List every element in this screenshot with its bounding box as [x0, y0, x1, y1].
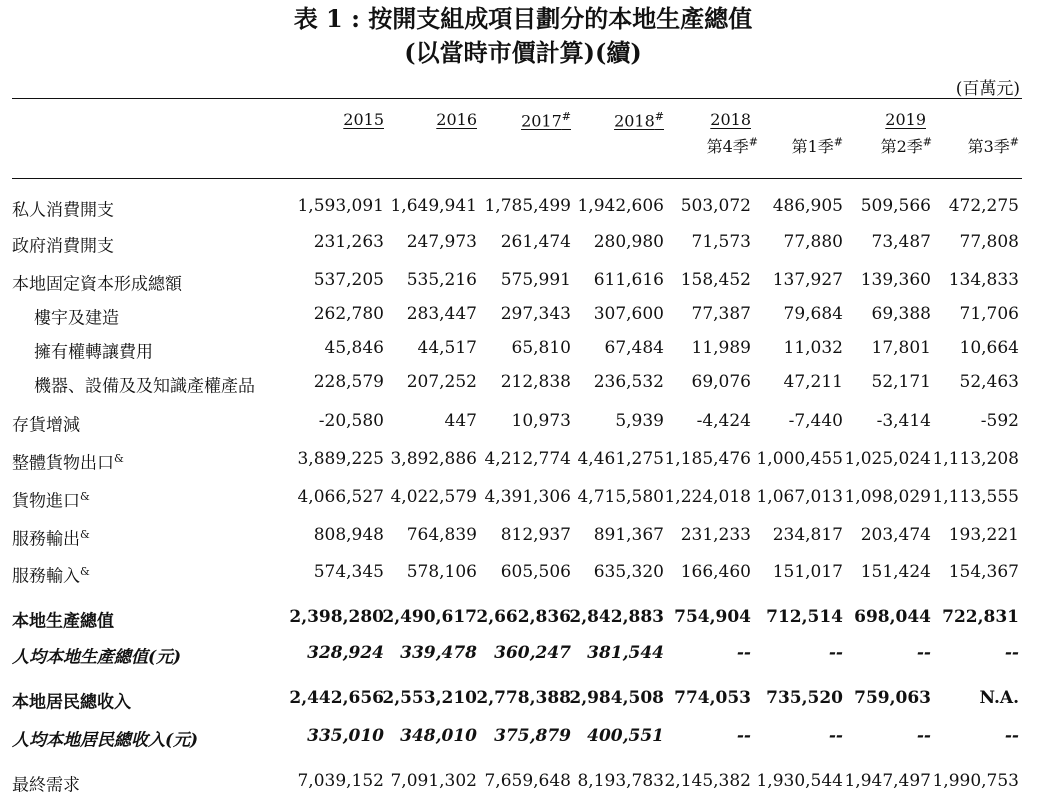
- unit-label: (百萬元): [955, 79, 1020, 99]
- cell-2017: 2,778,388: [476, 688, 571, 708]
- cell-2015: 3,889,225: [297, 449, 384, 469]
- cell-2019-q1: -7,440: [788, 411, 843, 431]
- cell-2019-q2: 1,947,497: [844, 771, 931, 791]
- cell-2015: 228,579: [313, 372, 384, 392]
- cell-2019-q1: 234,817: [772, 525, 843, 545]
- cell-2018: 236,532: [593, 372, 664, 392]
- cell-2019-q2: 73,487: [871, 232, 931, 252]
- cell-2017: 65,810: [511, 338, 571, 358]
- cell-2018-q4: 774,053: [674, 688, 751, 708]
- cell-2017: 575,991: [500, 270, 571, 290]
- cell-2019-q1: --: [828, 726, 843, 746]
- cell-2015: 7,039,152: [297, 771, 384, 791]
- cell-2019-q2: 151,424: [860, 562, 931, 582]
- cell-2016: 339,478: [400, 643, 477, 663]
- cell-2015: 262,780: [313, 304, 384, 324]
- cell-2019-q2: 1,098,029: [844, 487, 931, 507]
- header-2017: 2017#: [521, 110, 571, 131]
- cell-2016: 578,106: [406, 562, 477, 582]
- cell-2017: 2,662,836: [476, 607, 571, 627]
- cell-2016: 283,447: [406, 304, 477, 324]
- table-row-gdp: [12, 604, 1034, 630]
- cell-2019-q3: 77,808: [959, 232, 1019, 252]
- cell-2016: 3,892,886: [390, 449, 477, 469]
- table-row: [12, 522, 1034, 548]
- cell-2015: 574,345: [313, 562, 384, 582]
- cell-2019-q1: 11,032: [783, 338, 843, 358]
- cell-2019-q3: 1,113,208: [932, 449, 1019, 469]
- cell-2017: 4,391,306: [484, 487, 571, 507]
- cell-2019-q2: 17,801: [871, 338, 931, 358]
- cell-2019-q1: 1,930,544: [756, 771, 843, 791]
- cell-2018: 635,320: [593, 562, 664, 582]
- cell-2016: 207,252: [406, 372, 477, 392]
- cell-2019-q2: --: [916, 726, 931, 746]
- header-2015: 2015: [343, 110, 384, 129]
- cell-2018: 891,367: [593, 525, 664, 545]
- cell-2019-q3: 71,706: [959, 304, 1019, 324]
- cell-2016: 764,839: [406, 525, 477, 545]
- cell-2015: 328,924: [307, 643, 384, 663]
- table-row-per-capita-gdp: [12, 640, 1034, 666]
- header-2016: 2016: [436, 110, 477, 129]
- cell-2019-q1: 151,017: [772, 562, 843, 582]
- cell-2019-q3: 1,113,555: [932, 487, 1019, 507]
- cell-2018: 4,715,580: [577, 487, 664, 507]
- table-title: 表 1 : 按開支組成項目劃分的本地生產總值: [293, 4, 753, 33]
- cell-2018-q4: --: [736, 643, 751, 663]
- cell-2018-q4: 754,904: [674, 607, 751, 627]
- cell-2019-q3: 193,221: [948, 525, 1019, 545]
- row-label: 擁有權轉讓費用: [34, 342, 153, 363]
- cell-2019-q2: 69,388: [871, 304, 931, 324]
- cell-2018-q4: 503,072: [680, 196, 751, 216]
- table-subtitle: (以當時市價計算)(續): [404, 38, 642, 67]
- top-rule: [12, 98, 1022, 99]
- cell-2019-q3: 10,664: [959, 338, 1019, 358]
- row-label: 私人消費開支: [12, 200, 114, 221]
- cell-2017: 7,659,648: [484, 771, 571, 791]
- cell-2019-q3: 722,831: [942, 607, 1019, 627]
- cell-2015: 45,846: [324, 338, 384, 358]
- cell-2016: 2,553,210: [382, 688, 477, 708]
- table-row: [12, 301, 1034, 327]
- header-2018-quarter-year: 2018: [710, 110, 751, 129]
- row-label: 最終需求: [12, 775, 80, 796]
- cell-2018: 381,544: [587, 643, 664, 663]
- cell-2015: -20,580: [318, 411, 384, 431]
- cell-2019-q2: 698,044: [854, 607, 931, 627]
- table-row: [12, 193, 1034, 219]
- cell-2019-q2: 139,360: [860, 270, 931, 290]
- cell-2016: 348,010: [400, 726, 477, 746]
- cell-2018-q4: 166,460: [680, 562, 751, 582]
- row-label: 本地固定資本形成總額: [12, 274, 182, 295]
- cell-2016: 7,091,302: [390, 771, 477, 791]
- cell-2018-q4: 71,573: [691, 232, 751, 252]
- row-label: 政府消費開支: [12, 236, 114, 257]
- cell-2015: 4,066,527: [297, 487, 384, 507]
- cell-2018: 307,600: [593, 304, 664, 324]
- cell-2015: 2,442,656: [289, 688, 384, 708]
- cell-2018-q4: 69,076: [691, 372, 751, 392]
- cell-2019-q3: 472,275: [948, 196, 1019, 216]
- cell-2018: 611,616: [593, 270, 664, 290]
- row-label: 機器、設備及及知識產權產品: [34, 376, 255, 397]
- header-2019-q2: 第2季#: [880, 135, 932, 156]
- cell-2019-q2: 52,171: [871, 372, 931, 392]
- cell-2018: 1,942,606: [577, 196, 664, 216]
- row-label: 存貨增減: [12, 415, 80, 436]
- table-row: [12, 267, 1034, 293]
- cell-2015: 537,205: [313, 270, 384, 290]
- header-2018-q4: 第4季#: [706, 135, 758, 156]
- cell-2018-q4: 231,233: [680, 525, 751, 545]
- cell-2017: 10,973: [511, 411, 571, 431]
- cell-2017: 212,838: [500, 372, 571, 392]
- cell-2019-q3: N.A.: [979, 688, 1019, 708]
- row-label: 整體貨物出口&: [12, 452, 124, 474]
- cell-2015: 1,593,091: [297, 196, 384, 216]
- cell-2016: 4,022,579: [390, 487, 477, 507]
- cell-2018-q4: -4,424: [696, 411, 751, 431]
- cell-2017: 1,785,499: [484, 196, 571, 216]
- header-rule: [12, 178, 1022, 179]
- cell-2015: 808,948: [313, 525, 384, 545]
- cell-2017: 261,474: [500, 232, 571, 252]
- cell-2018-q4: --: [736, 726, 751, 746]
- row-label: 樓宇及建造: [34, 308, 119, 329]
- cell-2018-q4: 1,224,018: [664, 487, 751, 507]
- cell-2015: 231,263: [313, 232, 384, 252]
- cell-2018: 5,939: [615, 411, 664, 431]
- table-row: [12, 408, 1034, 434]
- row-label: 服務輸出&: [12, 528, 90, 550]
- cell-2018-q4: 2,145,382: [664, 771, 751, 791]
- table-row: [12, 335, 1034, 361]
- cell-2018: 2,842,883: [569, 607, 664, 627]
- cell-2019-q1: 712,514: [766, 607, 843, 627]
- cell-2017: 360,247: [494, 643, 571, 663]
- cell-2016: 247,973: [406, 232, 477, 252]
- cell-2019-q3: 52,463: [959, 372, 1019, 392]
- cell-2018-q4: 77,387: [691, 304, 751, 324]
- cell-2019-q3: 154,367: [948, 562, 1019, 582]
- cell-2018: 2,984,508: [569, 688, 664, 708]
- row-label: 人均本地生產總值(元): [12, 647, 182, 668]
- cell-2017: 297,343: [500, 304, 571, 324]
- cell-2019-q1: 79,684: [783, 304, 843, 324]
- cell-2015: 335,010: [307, 726, 384, 746]
- cell-2017: 812,937: [500, 525, 571, 545]
- table-row: [12, 369, 1034, 395]
- table-row: [12, 446, 1034, 472]
- row-label: 服務輸入&: [12, 565, 90, 587]
- cell-2019-q2: 203,474: [860, 525, 931, 545]
- cell-2019-q3: 1,990,753: [932, 771, 1019, 791]
- table-row: [12, 559, 1034, 585]
- cell-2019-q1: 735,520: [766, 688, 843, 708]
- row-label: 人均本地居民總收入(元): [12, 730, 199, 751]
- cell-2016: 535,216: [406, 270, 477, 290]
- header-2018: 2018#: [614, 110, 664, 131]
- cell-2018: 4,461,275: [577, 449, 664, 469]
- row-label: 貨物進口&: [12, 490, 90, 512]
- header-2019-q3: 第3季#: [967, 135, 1019, 156]
- cell-2019-q2: --: [916, 643, 931, 663]
- cell-2016: 447: [444, 411, 477, 431]
- cell-2019-q1: 1,067,013: [756, 487, 843, 507]
- table-row-gni: [12, 685, 1034, 711]
- cell-2019-q3: --: [1004, 643, 1019, 663]
- cell-2019-q1: --: [828, 643, 843, 663]
- cell-2019-q1: 486,905: [772, 196, 843, 216]
- cell-2015: 2,398,280: [289, 607, 384, 627]
- cell-2019-q3: -592: [980, 411, 1019, 431]
- cell-2019-q1: 137,927: [772, 270, 843, 290]
- cell-2018: 8,193,783: [577, 771, 664, 791]
- cell-2017: 4,212,774: [484, 449, 571, 469]
- cell-2019-q1: 77,880: [783, 232, 843, 252]
- header-2019-quarter-year: 2019: [885, 110, 926, 129]
- cell-2019-q2: 509,566: [860, 196, 931, 216]
- cell-2018-q4: 11,989: [691, 338, 751, 358]
- row-label: 本地生產總值: [12, 611, 114, 632]
- cell-2016: 1,649,941: [390, 196, 477, 216]
- cell-2018: 67,484: [604, 338, 664, 358]
- cell-2019-q1: 47,211: [783, 372, 843, 392]
- cell-2018: 400,551: [587, 726, 664, 746]
- cell-2019-q2: 1,025,024: [844, 449, 931, 469]
- cell-2019-q1: 1,000,455: [756, 449, 843, 469]
- cell-2017: 605,506: [500, 562, 571, 582]
- row-label: 本地居民總收入: [12, 692, 131, 713]
- cell-2018-q4: 158,452: [680, 270, 751, 290]
- table-row: [12, 768, 1034, 794]
- table-row: [12, 229, 1034, 255]
- cell-2018-q4: 1,185,476: [664, 449, 751, 469]
- cell-2019-q3: 134,833: [948, 270, 1019, 290]
- cell-2019-q2: -3,414: [876, 411, 931, 431]
- table-row: [12, 484, 1034, 510]
- cell-2019-q2: 759,063: [854, 688, 931, 708]
- header-2019-q1: 第1季#: [791, 135, 843, 156]
- cell-2018: 280,980: [593, 232, 664, 252]
- cell-2016: 2,490,617: [382, 607, 477, 627]
- cell-2016: 44,517: [417, 338, 477, 358]
- table-row-per-capita-gni: [12, 723, 1034, 749]
- cell-2017: 375,879: [494, 726, 571, 746]
- cell-2019-q3: --: [1004, 726, 1019, 746]
